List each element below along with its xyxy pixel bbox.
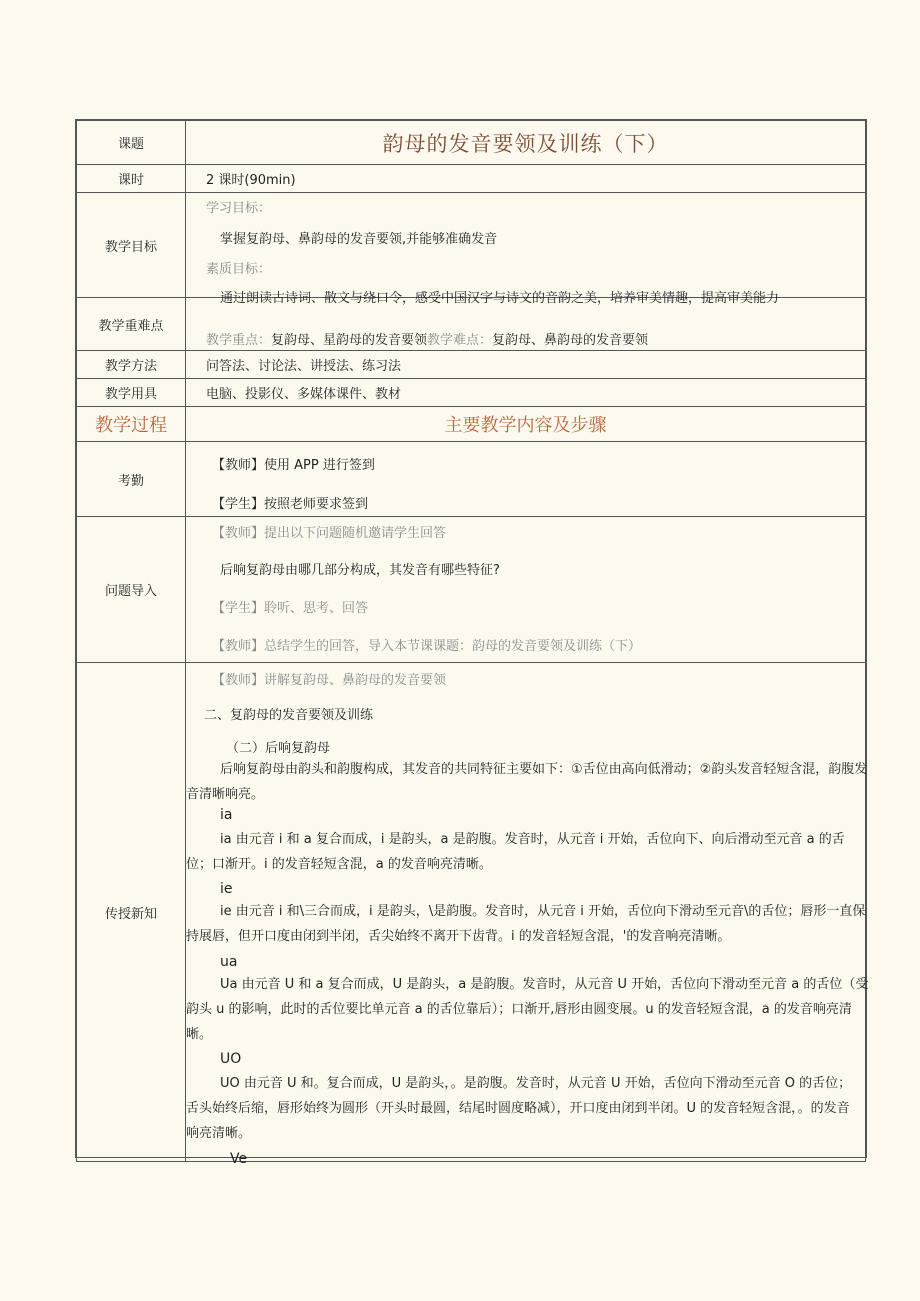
para-ia: ia 由元音 i 和 a 复合而成，i 是韵头，a 是韵腹。发音时，从元音 i 开始，舌位向下、向后滑动至元音 a 的舌位；口渐开。i 的发音轻短含混，a 的发音响亮清晰。 <box>186 832 845 872</box>
hours-label: 课时 <box>77 165 186 193</box>
method-value: 问答法、讨论法、讲授法、练习法 <box>186 351 866 379</box>
diff-head: 教学难点： <box>427 333 493 348</box>
attendance-student <box>212 493 368 512</box>
topic-row <box>77 121 866 165</box>
intro-row <box>77 517 866 663</box>
lesson-plan-table <box>75 119 869 1167</box>
attendance-content <box>186 442 865 516</box>
heading-next: Ve <box>230 1151 248 1167</box>
key-text: 复韵母、星韵母的发音要领 <box>271 333 428 348</box>
attendance-label: 考勤 <box>77 442 186 517</box>
student-text: 按照老师要求签到 <box>264 497 369 512</box>
goals-row <box>77 193 866 298</box>
attendance-teacher <box>212 454 375 473</box>
tools-label: 教学用具 <box>77 379 186 407</box>
method-row <box>77 351 866 379</box>
topic-label: 课题 <box>77 121 186 165</box>
tools-value: 电脑、投影仪、多媒体课件、教材 <box>186 379 866 407</box>
teach-para-1: 后响复韵母由韵头和韵腹构成，其发音的共同特征主要如下：①舌位由高向低滑动；②韵头发音轻短含混，韵腹发音清晰响亮。 <box>186 762 868 802</box>
heading-ie: ie <box>220 881 233 897</box>
goals-quality-text: 通过朗读古诗词、散文与绕口令，感受中国汉字与诗文的音韵之美，培养审美情趣，提高审美能力 <box>220 291 780 306</box>
heading-ua: ua <box>220 954 238 970</box>
goals-content <box>186 193 865 306</box>
para-uo: UO 由元音 U 和。复合而成，U 是韵头，。是韵腹。发音时，从元音 U 开始，舌位向下滑动至元音 O 的舌位；舌头始终后缩，唇形始终为圆形（开头时最圆，结尾时圆度略减），开口度由闭到半闭。U 的发音轻短含混，。的发音响亮清晰。 <box>186 1076 852 1141</box>
key-head: 教学重点： <box>206 333 272 348</box>
teacher-text: 使用 APP 进行签到 <box>264 458 375 473</box>
intro-line-4: 【教师】总结学生的回答，导入本节课课题：韵母的发音要领及训练（下） <box>212 639 642 654</box>
teach-line-1: 【教师】讲解复韵母、鼻韵母的发音要领 <box>212 673 447 688</box>
teach-label: 传授新知 <box>77 663 186 1162</box>
student-tag: 【学生】 <box>212 497 265 512</box>
teacher-tag: 【教师】 <box>212 458 265 473</box>
attendance-row <box>77 442 866 517</box>
method-label: 教学方法 <box>77 351 186 379</box>
keypoints-label: 教学重难点 <box>77 298 186 351</box>
para-ua: Ua 由元音 U 和 a 复合而成，U 是韵头，a 是韵腹。发音时，从元音 U 开始，舌位向下滑动至元音 a 的舌位（受韵头 u 的影响，此时的舌位要比单元音 a 的舌位靠后）；口渐开,唇形由圆变展。u 的发音轻短含混，a 的发音响亮清晰。 <box>186 977 869 1042</box>
keypoints-content <box>186 329 865 350</box>
teach-content <box>186 663 869 1167</box>
teach-line-2: 二、复韵母的发音要领及训练 <box>204 708 374 723</box>
goals-learn-text: 掌握复韵母、鼻韵母的发音要领,并能够准确发音 <box>220 232 498 247</box>
tools-row <box>77 379 866 407</box>
intro-line-1: 【教师】提出以下问题随机邀请学生回答 <box>212 526 447 541</box>
teach-line-3: （二）后响复韵母 <box>226 741 331 756</box>
process-label: 教学过程 <box>77 407 186 442</box>
intro-content <box>186 517 865 662</box>
heading-ia: ia <box>220 807 233 823</box>
page-title: 韵母的发音要领及训练（下） <box>186 121 866 165</box>
para-ie: ie 由元音 i 和\三合而成，i 是韵头，\是韵腹。发音时，从元音 i 开始，舌位向下滑动至元音\的舌位；唇形一直保持展唇，但开口度由闭到半闭，舌尖始终不离开下齿背。i 的发音轻短含混，'的发音响亮清晰。 <box>186 904 866 944</box>
goals-quality-head: 素质目标： <box>206 262 272 277</box>
intro-line-2: 后响复韵母由哪几部分构成，其发音有哪些特征? <box>220 563 500 578</box>
hours-value: 2 课时(90min) <box>186 165 866 193</box>
process-header-row <box>77 407 866 442</box>
intro-line-3: 【学生】聆听、思考、回答 <box>212 601 369 616</box>
process-content-label: 主要教学内容及步骤 <box>186 407 866 442</box>
goals-label: 教学目标 <box>77 193 186 298</box>
hours-row <box>77 165 866 193</box>
teach-row <box>77 663 866 1162</box>
heading-uo: UO <box>220 1051 242 1067</box>
intro-label: 问题导入 <box>77 517 186 663</box>
goals-learn-head: 学习目标： <box>206 201 272 216</box>
diff-text: 复韵母、鼻韵母的发音要领 <box>492 333 649 348</box>
